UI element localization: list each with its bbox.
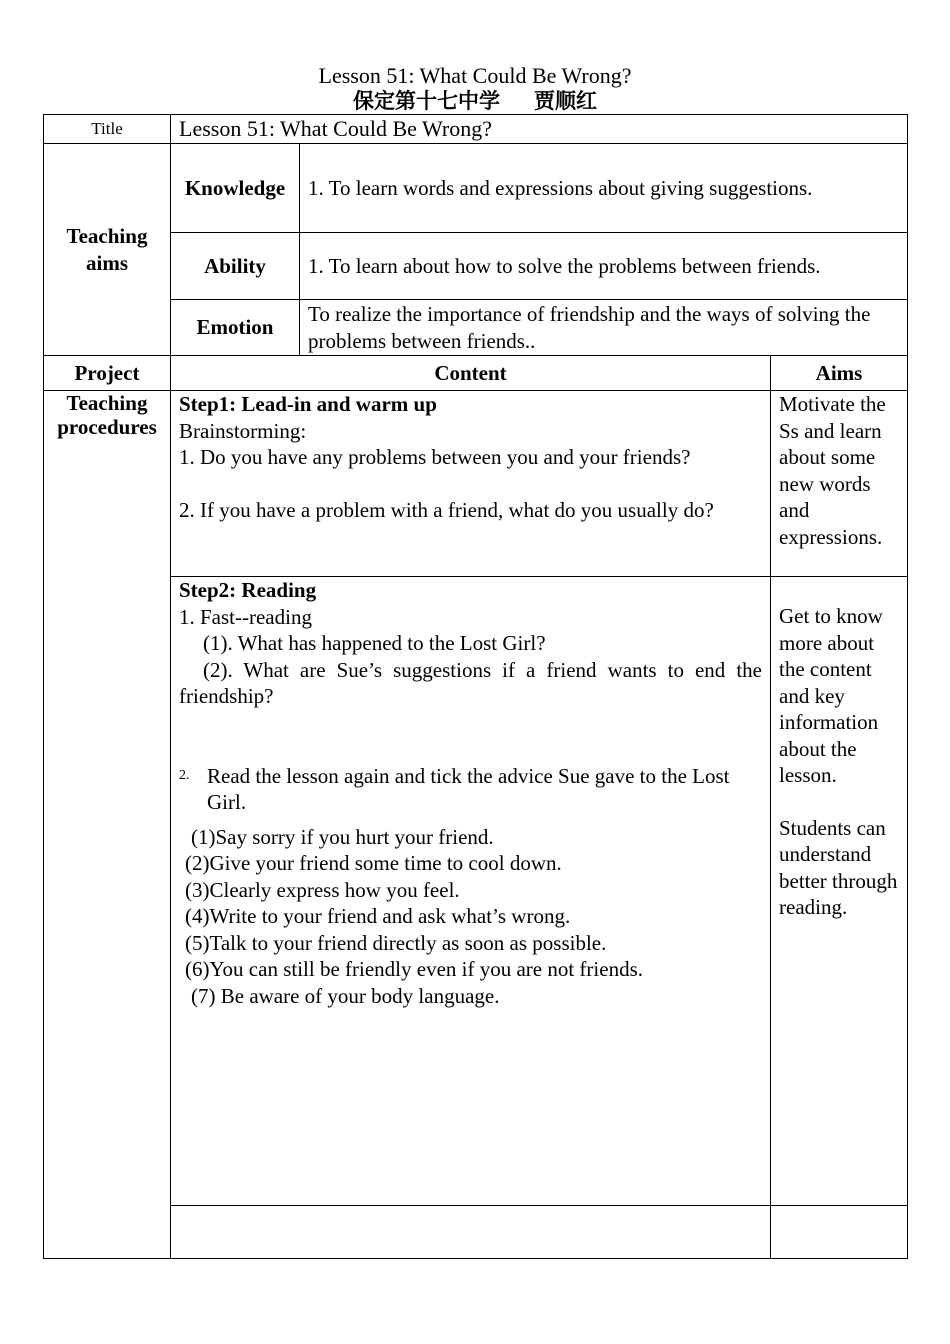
fast-reading-question-2: (2). What are Sue’s suggestions if a friend wants to end the friendship? — [179, 657, 762, 708]
knowledge-text: 1. To learn words and expressions about giving suggestions. — [300, 144, 908, 233]
advice-option-4: (4)Write to your friend and ask what’s wrong. — [185, 904, 571, 928]
advice-option-2: (2)Give your friend some time to cool down. — [185, 851, 562, 875]
lesson-plan-table — [43, 114, 908, 1259]
advice-option-6: (6)You can still be friendly even if you are not friends. — [185, 957, 644, 981]
task2-text: Read the lesson again and tick the advice Sue gave to the Lost Girl. — [207, 763, 730, 814]
teaching-aims-label: Teaching aims — [44, 144, 171, 356]
ability-label: Ability — [171, 233, 300, 300]
project-header: Project — [44, 356, 171, 391]
step2-aims — [771, 577, 908, 1206]
document-title: Lesson 51: What Could Be Wrong? — [318, 63, 632, 88]
fast-reading-question-1: (1). What has happened to the Lost Girl? — [203, 631, 546, 655]
step1-heading: Step1: Lead-in and warm up — [179, 392, 437, 416]
content-header: Content — [171, 356, 771, 391]
step1-aim: Motivate the Ss and learn about some new words and expressions. — [771, 391, 908, 577]
emotion-text: To realize the importance of friendship and the ways of solving the problems between friends.. — [300, 300, 908, 356]
step1-intro: Brainstorming: — [179, 418, 307, 443]
title-label: Title — [44, 115, 171, 144]
teaching-procedures-label: Teaching procedures — [44, 391, 171, 1259]
knowledge-label: Knowledge — [171, 144, 300, 233]
reading-task-2 — [179, 763, 762, 816]
step1-question-1: 1. Do you have any problems between you and your friends? — [179, 445, 691, 469]
teacher-name: 贾顺红 — [534, 89, 597, 113]
step1-content — [171, 391, 771, 577]
ability-text: 1. To learn about how to solve the problems between friends. — [300, 233, 908, 300]
step2-heading: Step2: Reading — [179, 578, 317, 602]
advice-option-5: (5)Talk to your friend directly as soon as possible. — [185, 930, 607, 955]
task2-number: 2. — [179, 767, 190, 783]
empty-aims-cell — [771, 1206, 908, 1259]
school-and-teacher — [0, 88, 950, 114]
step2-content — [171, 577, 771, 1206]
school-name: 保定第十七中学 — [353, 89, 500, 113]
emotion-label: Emotion — [171, 300, 300, 356]
step2-aim-1: Get to know more about the content and key information about the lesson. — [779, 604, 883, 787]
advice-option-7: (7) Be aware of your body language. — [191, 983, 500, 1008]
advice-option-3: (3)Clearly express how you feel. — [185, 877, 460, 902]
empty-content-cell — [171, 1206, 771, 1259]
advice-option-1: (1)Say sorry if you hurt your friend. — [191, 824, 494, 849]
aims-header: Aims — [771, 356, 908, 391]
fast-reading-label: 1. Fast--reading — [179, 604, 312, 629]
title-value: Lesson 51: What Could Be Wrong? — [171, 115, 908, 144]
step2-aim-2: Students can understand better through reading. — [779, 815, 898, 919]
step1-question-2: 2. If you have a problem with a friend, what do you usually do? — [179, 497, 714, 522]
